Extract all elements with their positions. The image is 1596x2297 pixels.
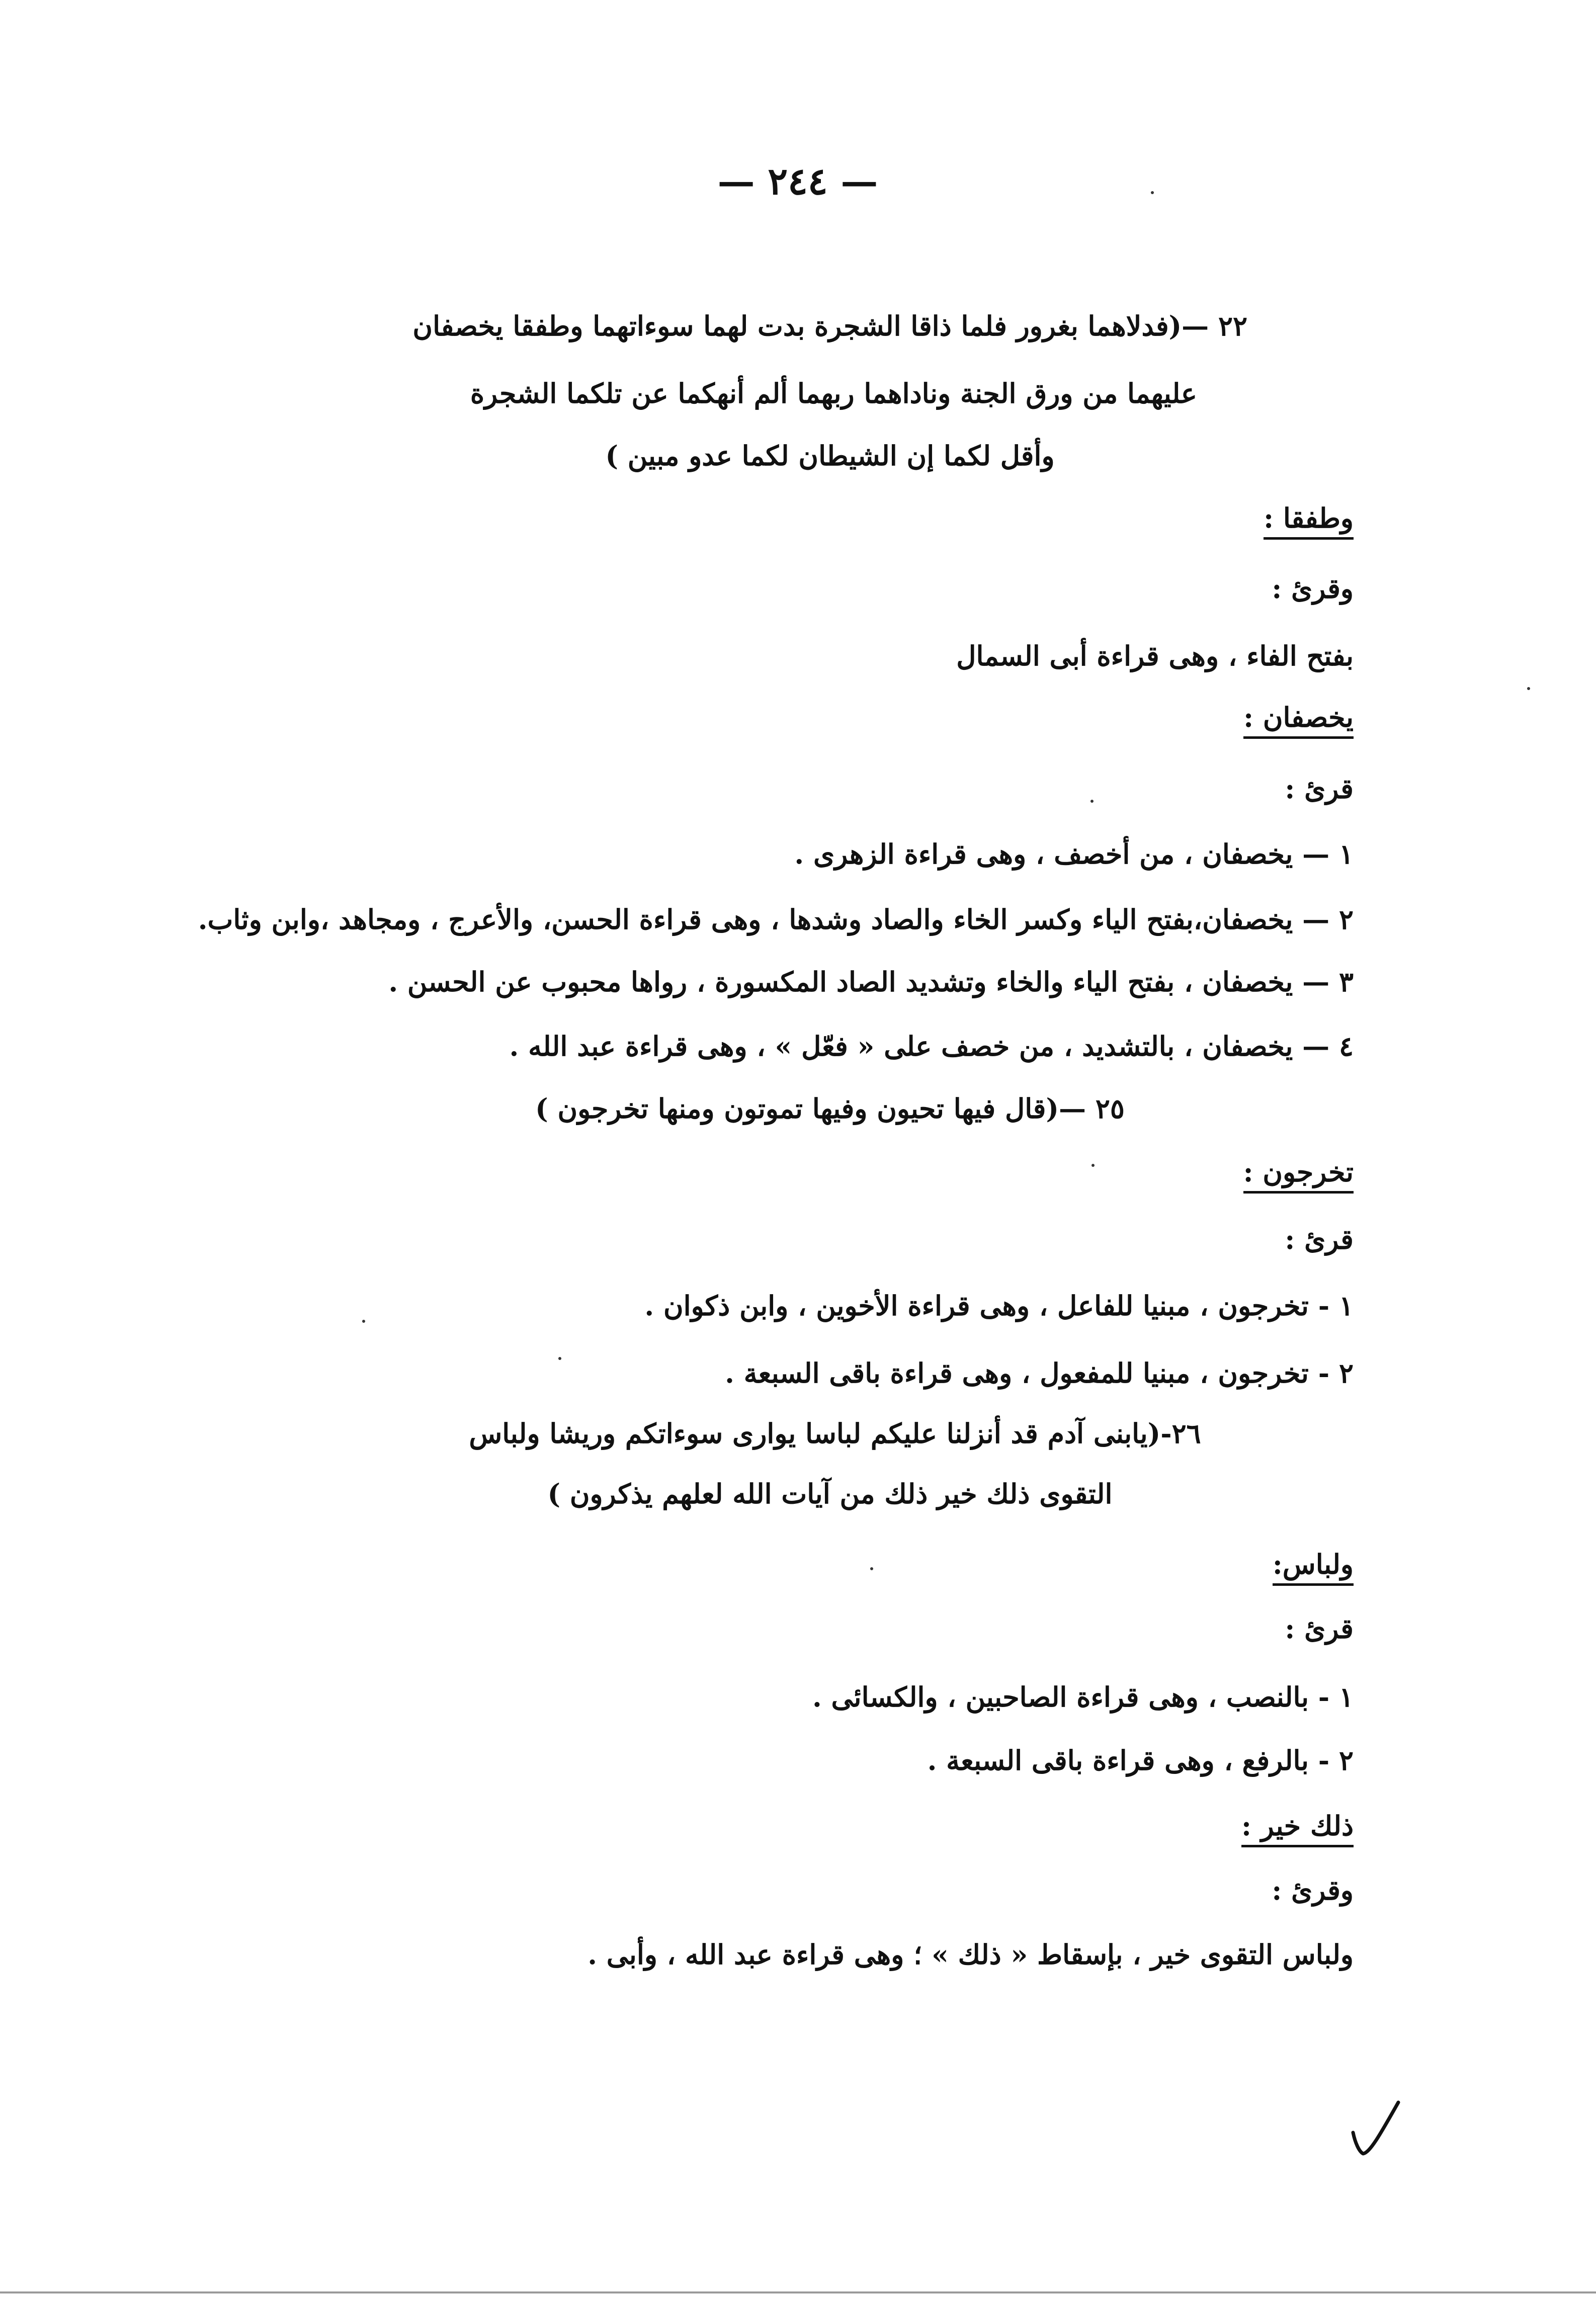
list-item: ٢ - تخرجون ، مبنيا للمفعول ، وهى قراءة باقى السبعة . (725, 1357, 1354, 1389)
list-item: ١ — يخصفان ، من أخصف ، وهى قراءة الزهرى . (794, 838, 1354, 870)
verse-26-line-2: التقوى ذلك خير ذلك من آيات الله لعلهم يذكرون ) (547, 1478, 1113, 1510)
reading-dhalika-khayr: ولباس التقوى خير ، بإسقاط « ذلك » ؛ وهى قراءة عبد الله ، وأبى . (587, 1938, 1354, 1971)
qari-label-dhalika-khayr: وقرئ : (1272, 1874, 1354, 1906)
heading-wataffiqa (1264, 498, 1354, 538)
heading-tukhrajun (1243, 1152, 1354, 1192)
page-bottom-rule (0, 2291, 1596, 2293)
list-item: ٢ — يخصفان،بفتح الياء وكسر الخاء والصاد وشدها ، وهى قراءة الحسن، والأعرج ، ومجاهد ،وابن وثاب. (198, 903, 1354, 935)
verse-22-line-1: ٢٢ —(فدلاهما بغرور فلما ذاقا الشجرة بدت لهما سوءاتهما وطفقا يخصفان (412, 310, 1247, 342)
scan-speck (1527, 687, 1530, 690)
scan-speck (870, 1567, 873, 1570)
scan-speck (362, 1320, 365, 1323)
verse-22-line-3: وأقل لكما إن الشيطان لكما عدو مبين ) (605, 440, 1055, 472)
heading-libas (1273, 1544, 1354, 1584)
heading-yakhsifan-text: يخصفان : (1243, 701, 1354, 739)
list-item: ٣ — يخصفان ، بفتح الياء والخاء وتشديد الصاد المكسورة ، رواها محبوب عن الحسن . (388, 966, 1354, 998)
scan-speck (558, 1357, 561, 1360)
heading-tukhrajun-text: تخرجون : (1243, 1156, 1354, 1194)
qari-label-yakhsifan: قرئ : (1285, 773, 1354, 805)
verse-26-line-1: ٢٦-(يابنى آدم قد أنزلنا عليكم لباسا يوارى سوءاتكم وريشا ولباس (469, 1417, 1201, 1450)
list-item: ١ - تخرجون ، مبنيا للفاعل ، وهى قراءة الأخوين ، وابن ذكوان . (644, 1290, 1354, 1322)
reading-wataffiqa: بفتح الفاء ، وهى قراءة أبى السمال (956, 640, 1354, 672)
verse-25: ٢٥ —(قال فيها تحيون وفيها تموتون ومنها تخرجون ) (535, 1092, 1125, 1125)
scan-speck (1151, 191, 1154, 194)
qari-label-tukhrajun: قرئ : (1285, 1223, 1354, 1255)
heading-wataffiqa-text: وطفقا : (1264, 502, 1354, 540)
list-item: ٤ — يخصفان ، بالتشديد ، من خصف على « فعّل » ، وهى قراءة عبد الله . (509, 1030, 1354, 1062)
list-item: ٢ - بالرفع ، وهى قراءة باقى السبعة . (927, 1744, 1354, 1776)
scan-speck (1090, 800, 1094, 803)
verse-22-line-2: عليهما من ورق الجنة وناداهما ربهما ألم أنهكما عن تلكما الشجرة (470, 377, 1197, 409)
list-item: ١ - بالنصب ، وهى قراءة الصاحبين ، والكسائى . (812, 1681, 1354, 1713)
heading-dhalika-khayr-text: ذلك خير : (1241, 1810, 1354, 1847)
heading-dhalika-khayr (1241, 1806, 1354, 1846)
qari-label-libas: قرئ : (1285, 1612, 1354, 1645)
scan-speck (1091, 1164, 1095, 1167)
qari-label-wataffiqa: وقرئ : (1272, 572, 1354, 605)
page-number: — ٢٤٤ — (717, 160, 878, 203)
heading-libas-text: ولباس: (1273, 1548, 1354, 1586)
checkmark-icon (1348, 2097, 1403, 2163)
heading-yakhsifan (1243, 697, 1354, 737)
